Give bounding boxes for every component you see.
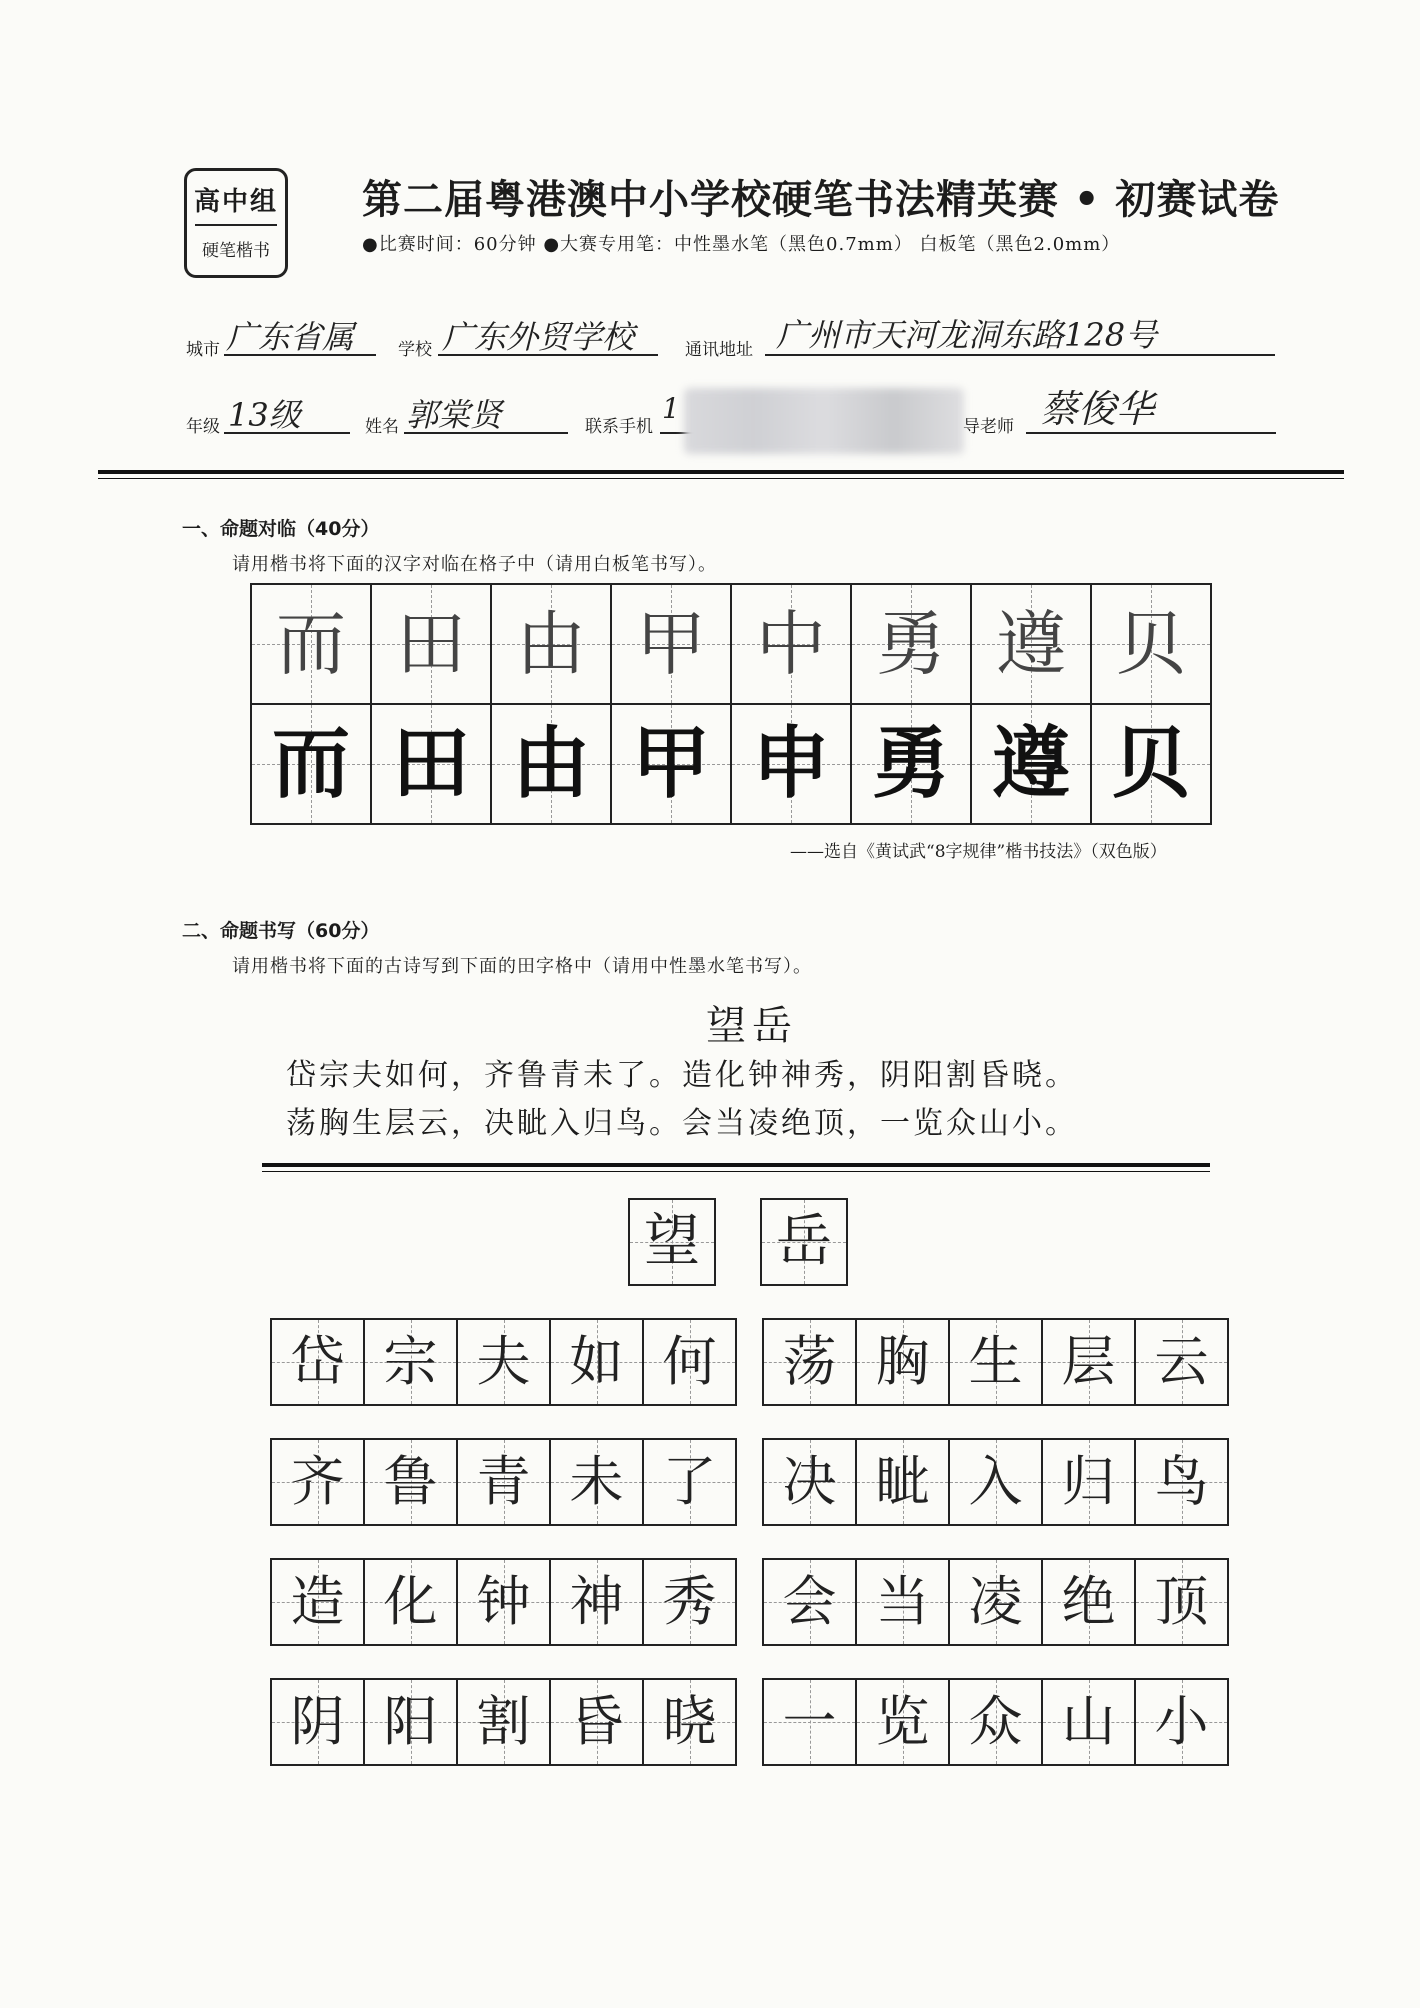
- poem-title-cell[interactable]: [628, 1198, 716, 1286]
- city-label: 城市: [186, 340, 220, 360]
- writing-cell[interactable]: [456, 1678, 551, 1766]
- writing-cell-char: 凌: [968, 1570, 1023, 1633]
- phone-value: 1: [662, 392, 680, 425]
- model-cell-char: 田: [391, 719, 470, 809]
- copy-cell-top-char: 田: [396, 603, 466, 685]
- writing-cell[interactable]: [1041, 1678, 1136, 1766]
- writing-cell-char: 钟: [476, 1570, 531, 1633]
- copy-cell-top[interactable]: [490, 583, 612, 705]
- writing-cell-char: 山: [1061, 1690, 1116, 1753]
- copy-cell-top[interactable]: [1090, 583, 1212, 705]
- copy-cell-top-char: 由: [516, 603, 586, 685]
- writing-cell-char: 眦: [875, 1450, 930, 1513]
- info-separator-thin: [98, 478, 1344, 479]
- group-badge: [184, 168, 288, 278]
- writing-cell-char: 阳: [383, 1690, 438, 1753]
- name-value: 郭棠贤: [406, 396, 503, 434]
- model-cell: [1090, 703, 1212, 825]
- model-cell: [730, 703, 852, 825]
- section2-description: 请用楷书将下面的古诗写到下面的田字格中（请用中性墨水笔书写）。: [232, 956, 812, 977]
- badge-style-text: 硬笔楷书: [202, 241, 270, 261]
- writing-cell[interactable]: [762, 1438, 857, 1526]
- writing-cell[interactable]: [642, 1558, 737, 1646]
- copy-cell-top[interactable]: [370, 583, 492, 705]
- writing-cell-char: 胸: [875, 1330, 930, 1393]
- phone-label: 联系手机: [585, 417, 653, 437]
- writing-cell[interactable]: [363, 1558, 458, 1646]
- model-cell-char: 由: [511, 719, 590, 809]
- school-value: 广东外贸学校: [442, 318, 635, 356]
- writing-cell-char: 荡: [782, 1330, 837, 1393]
- writing-cell-char: 生: [968, 1330, 1023, 1393]
- writing-cell-char: 割: [476, 1690, 531, 1753]
- writing-cell-char: 何: [662, 1330, 717, 1393]
- copy-cell-top-char: 贝: [1116, 603, 1186, 685]
- writing-cell-char: 会: [782, 1570, 837, 1633]
- teacher-label: 导老师: [963, 417, 1014, 437]
- phone-redaction: [684, 388, 964, 454]
- writing-cell[interactable]: [1134, 1318, 1229, 1406]
- writing-cell[interactable]: [855, 1558, 950, 1646]
- writing-cell-char: 神: [569, 1570, 624, 1633]
- copy-cell-top[interactable]: [610, 583, 732, 705]
- address-value: 广州市天河龙洞东路128号: [776, 316, 1158, 354]
- poem-separator: [262, 1163, 1210, 1167]
- writing-cell[interactable]: [270, 1558, 365, 1646]
- poem-title-cell-char: 岳: [776, 1209, 832, 1274]
- writing-cell[interactable]: [948, 1318, 1043, 1406]
- writing-cell[interactable]: [642, 1438, 737, 1526]
- writing-cell[interactable]: [363, 1318, 458, 1406]
- writing-cell-char: 昏: [569, 1690, 624, 1753]
- writing-cell[interactable]: [1134, 1438, 1229, 1526]
- writing-cell-char: 一: [782, 1690, 837, 1753]
- poem-line-1: 岱宗夫如何，齐鲁青未了。造化钟神秀，阴阳割昏晓。: [286, 1058, 1078, 1093]
- copy-cell-top-char: 中: [756, 603, 826, 685]
- writing-cell[interactable]: [456, 1438, 551, 1526]
- writing-cell-char: 小: [1154, 1690, 1209, 1753]
- writing-cell-char: 鸟: [1154, 1450, 1209, 1513]
- info-separator: [98, 470, 1344, 474]
- poem-title-cell-char: 望: [644, 1209, 700, 1274]
- writing-cell[interactable]: [855, 1678, 950, 1766]
- address-label: 通讯地址: [685, 340, 753, 360]
- model-cell-char: 甲: [631, 719, 710, 809]
- copy-cell-top[interactable]: [250, 583, 372, 705]
- writing-cell[interactable]: [642, 1318, 737, 1406]
- model-cell: [250, 703, 372, 825]
- model-cell-char: 贝: [1111, 719, 1190, 809]
- teacher-value: 蔡俊华: [1040, 387, 1155, 431]
- writing-cell[interactable]: [456, 1318, 551, 1406]
- poem-title-cell[interactable]: [760, 1198, 848, 1286]
- section2-title: 二、命题书写（60分）: [182, 920, 380, 942]
- writing-cell[interactable]: [642, 1678, 737, 1766]
- writing-cell-char: 鲁: [383, 1450, 438, 1513]
- writing-cell[interactable]: [270, 1678, 365, 1766]
- writing-cell[interactable]: [762, 1318, 857, 1406]
- writing-cell[interactable]: [1134, 1558, 1229, 1646]
- writing-cell-char: 当: [875, 1570, 930, 1633]
- copy-cell-top-char: 甲: [636, 603, 706, 685]
- writing-cell-char: 青: [476, 1450, 531, 1513]
- writing-cell[interactable]: [948, 1678, 1043, 1766]
- writing-cell[interactable]: [270, 1318, 365, 1406]
- writing-cell-char: 顶: [1154, 1570, 1209, 1633]
- writing-cell-char: 秀: [662, 1570, 717, 1633]
- writing-cell[interactable]: [855, 1318, 950, 1406]
- writing-cell-char: 绝: [1061, 1570, 1116, 1633]
- exam-title: 第二届粤港澳中小学校硬笔书法精英赛 • 初赛试卷: [362, 177, 1280, 223]
- school-label: 学校: [398, 340, 432, 360]
- name-label: 姓名: [365, 417, 399, 437]
- poem-line-2: 荡胸生层云，决眦入归鸟。会当凌绝顶，一览众山小。: [286, 1106, 1078, 1141]
- section1-title: 一、命题对临（40分）: [182, 518, 380, 540]
- copy-cell-top-char: 而: [276, 603, 346, 685]
- model-cell: [490, 703, 612, 825]
- writing-cell[interactable]: [948, 1558, 1043, 1646]
- writing-cell-char: 造: [290, 1570, 345, 1633]
- writing-cell-char: 众: [968, 1690, 1023, 1753]
- poem-title: 望岳: [706, 1003, 798, 1049]
- writing-cell-char: 夫: [476, 1330, 531, 1393]
- writing-cell[interactable]: [549, 1678, 644, 1766]
- writing-cell-char: 未: [569, 1450, 624, 1513]
- copy-cell-top[interactable]: [850, 583, 972, 705]
- writing-cell-char: 宗: [383, 1330, 438, 1393]
- city-value: 广东省属: [226, 318, 355, 356]
- grade-value: 13级: [228, 396, 301, 434]
- writing-cell[interactable]: [1041, 1318, 1136, 1406]
- writing-cell[interactable]: [762, 1678, 857, 1766]
- copy-cell-top[interactable]: [730, 583, 852, 705]
- grade-label: 年级: [186, 417, 220, 437]
- writing-cell-char: 入: [968, 1450, 1023, 1513]
- writing-cell-char: 如: [569, 1330, 624, 1393]
- writing-cell[interactable]: [363, 1678, 458, 1766]
- writing-cell[interactable]: [948, 1438, 1043, 1526]
- model-cell-char: 而: [271, 719, 350, 809]
- writing-cell-char: 阴: [290, 1690, 345, 1753]
- writing-cell[interactable]: [1134, 1678, 1229, 1766]
- model-cell: [970, 703, 1092, 825]
- writing-cell[interactable]: [762, 1558, 857, 1646]
- model-cell-char: 申: [751, 719, 830, 809]
- model-cell: [850, 703, 972, 825]
- writing-cell[interactable]: [549, 1318, 644, 1406]
- writing-cell[interactable]: [1041, 1438, 1136, 1526]
- writing-cell[interactable]: [456, 1558, 551, 1646]
- writing-cell[interactable]: [855, 1438, 950, 1526]
- writing-cell[interactable]: [270, 1438, 365, 1526]
- writing-cell-char: 晓: [662, 1690, 717, 1753]
- writing-cell-char: 览: [875, 1690, 930, 1753]
- writing-cell-char: 岱: [290, 1330, 345, 1393]
- copy-cell-top-char: 勇: [876, 603, 946, 685]
- copy-cell-top[interactable]: [970, 583, 1092, 705]
- model-cell-char: 遵: [991, 719, 1070, 809]
- badge-divider: [195, 224, 277, 226]
- section1-description: 请用楷书将下面的汉字对临在格子中（请用白板笔书写）。: [232, 554, 717, 575]
- writing-cell[interactable]: [1041, 1558, 1136, 1646]
- writing-cell-char: 齐: [290, 1450, 345, 1513]
- badge-group-text: 高中组: [193, 187, 278, 217]
- poem-separator-thin: [262, 1171, 1210, 1172]
- writing-cell-char: 云: [1154, 1330, 1209, 1393]
- model-cell: [610, 703, 732, 825]
- copy-cell-top-char: 遵: [996, 603, 1066, 685]
- model-cell: [370, 703, 492, 825]
- writing-cell-char: 决: [782, 1450, 837, 1513]
- writing-cell[interactable]: [549, 1558, 644, 1646]
- writing-cell-char: 化: [383, 1570, 438, 1633]
- writing-cell[interactable]: [549, 1438, 644, 1526]
- writing-cell-char: 层: [1061, 1330, 1116, 1393]
- exam-subtitle: ●比赛时间：60分钟 ●大赛专用笔：中性墨水笔（黑色0.7mm） 白板笔（黑色2.0mm）: [362, 234, 1121, 255]
- writing-cell-char: 归: [1061, 1450, 1116, 1513]
- writing-cell-char: 了: [662, 1450, 717, 1513]
- source-note: ——选自《黄试武“8字规律”楷书技法》（双色版）: [790, 842, 1167, 862]
- model-cell-char: 勇: [871, 719, 950, 809]
- writing-cell[interactable]: [363, 1438, 458, 1526]
